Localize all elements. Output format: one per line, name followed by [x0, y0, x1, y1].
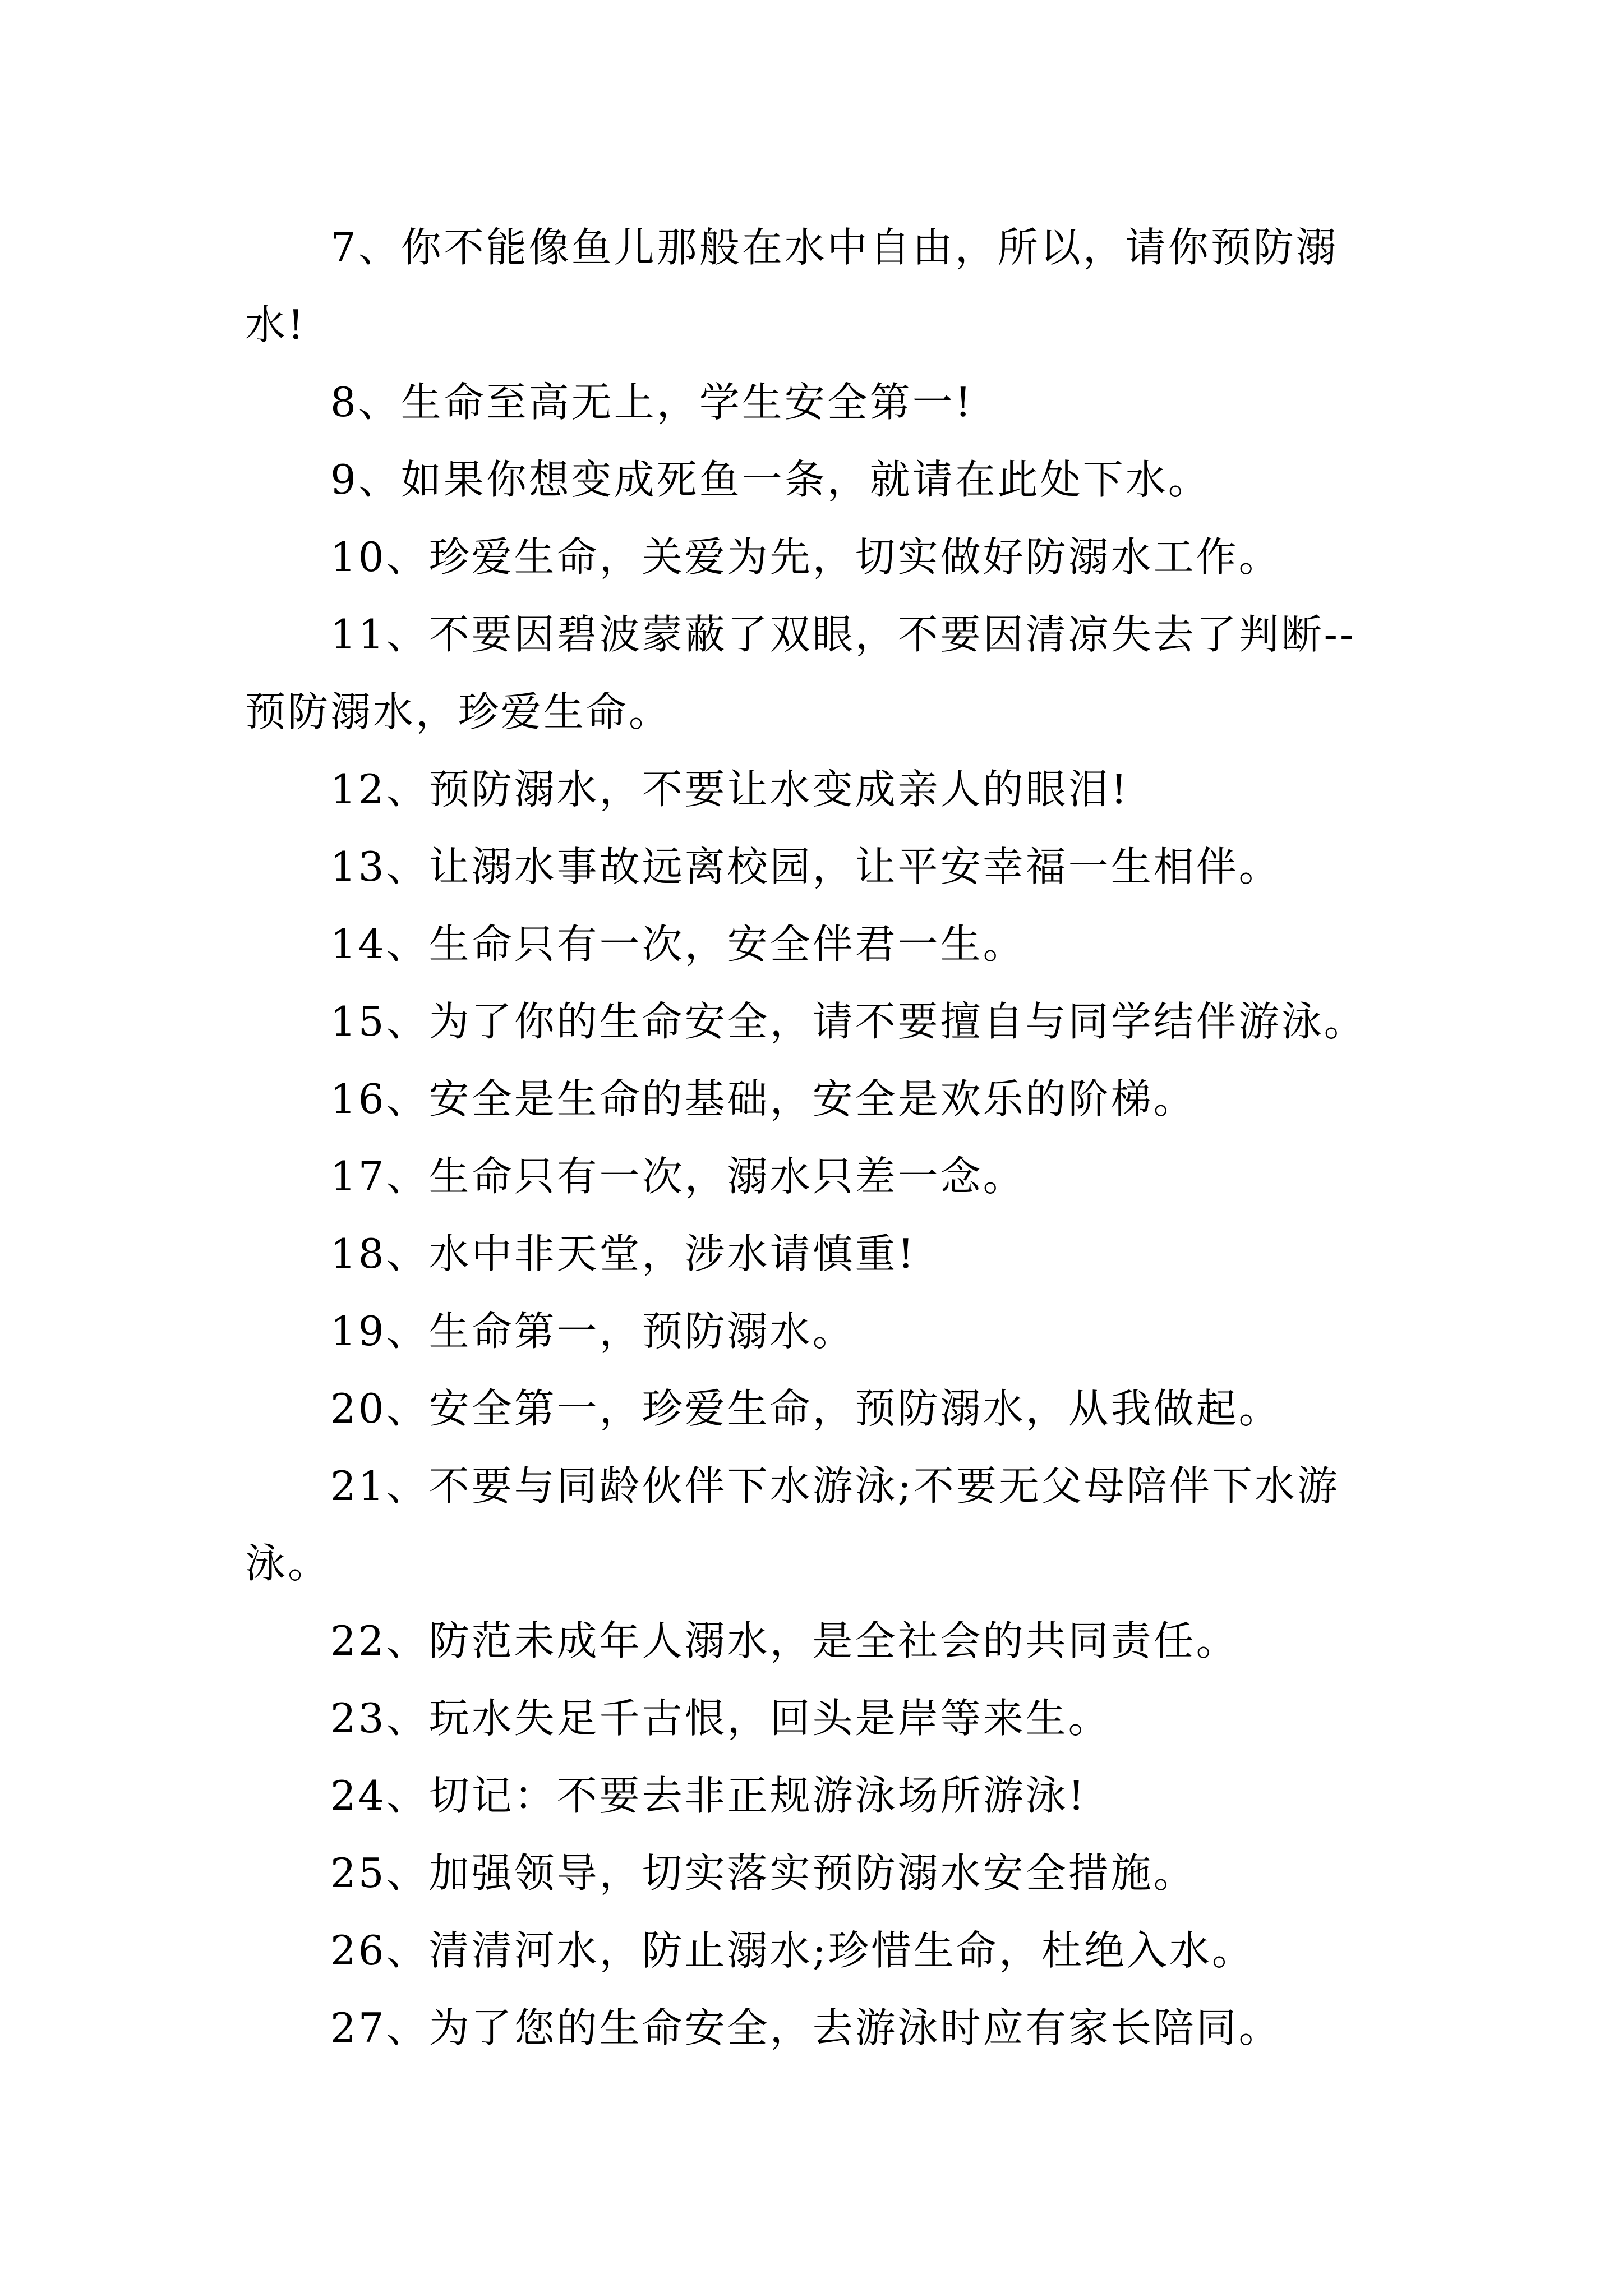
slogan-paragraph: 25、加强领导，切实落实预防溺水安全措施。 — [330, 1849, 1196, 1897]
slogan-paragraph: 14、生命只有一次，安全伴君一生。 — [330, 921, 1026, 968]
slogan-paragraph: 18、水中非天堂，涉水请慎重! — [330, 1230, 916, 1277]
slogan-paragraph: 17、生命只有一次，溺水只差一念。 — [330, 1153, 1026, 1200]
slogan-paragraph: 10、珍爱生命，关爱为先，切实做好防溺水工作。 — [330, 533, 1281, 581]
document-body — [245, 209, 1398, 2067]
slogan-paragraph: 7、你不能像鱼儿那般在水中自由，所以，请你预防溺水! — [245, 224, 1339, 348]
slogan-paragraph: 21、不要与同龄伙伴下水游泳;不要无父母陪伴下水游泳。 — [245, 1462, 1340, 1587]
slogan-paragraph: 20、安全第一，珍爱生命，预防溺水，从我做起。 — [330, 1385, 1281, 1432]
slogan-paragraph: 13、让溺水事故远离校园，让平安幸福一生相伴。 — [330, 843, 1281, 890]
slogan-paragraph: 12、预防溺水，不要让水变成亲人的眼泪! — [330, 766, 1129, 813]
slogan-paragraph: 19、生命第一，预防溺水。 — [330, 1308, 855, 1355]
slogan-paragraph: 22、防范未成年人溺水，是全社会的共同责任。 — [330, 1617, 1239, 1664]
slogan-paragraph: 26、清清河水，防止溺水;珍惜生命，杜绝入水。 — [330, 1927, 1255, 1974]
slogan-paragraph: 9、如果你想变成死鱼一条，就请在此处下水。 — [330, 456, 1211, 503]
slogan-paragraph: 15、为了你的生命安全，请不要擅自与同学结伴游泳。 — [330, 998, 1367, 1045]
slogan-paragraph: 27、为了您的生命安全，去游泳时应有家长陪同。 — [330, 2004, 1281, 2051]
slogan-paragraph: 16、安全是生命的基础，安全是欢乐的阶梯。 — [330, 1075, 1196, 1122]
slogan-paragraph: 8、生命至高无上，学生安全第一! — [330, 379, 974, 426]
slogan-paragraph: 23、玩水失足千古恨，回头是岸等来生。 — [330, 1695, 1111, 1742]
slogan-paragraph: 24、切记：不要去非正规游泳场所游泳! — [330, 1772, 1087, 1819]
slogan-paragraph: 11、不要因碧波蒙蔽了双眼，不要因清凉失去了判断--预防溺水，珍爱生命。 — [245, 611, 1356, 735]
